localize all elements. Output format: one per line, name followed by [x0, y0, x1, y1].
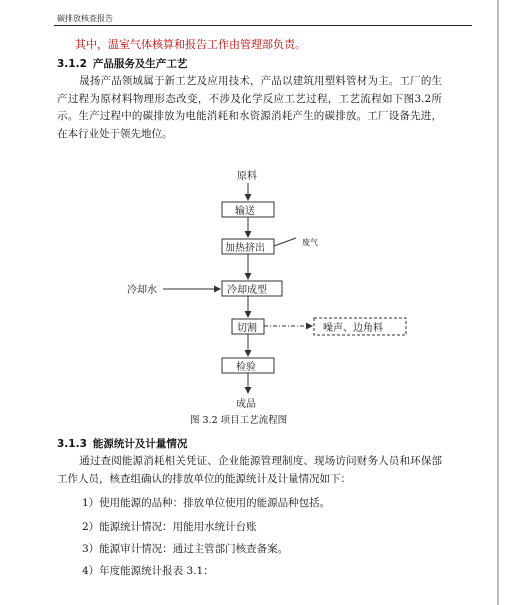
- section-title: 能源统计及计量情况: [92, 438, 188, 450]
- figure-caption: 图 3.2 项目工艺流程图: [190, 415, 288, 426]
- flow-waste-gas-label: 废气: [302, 238, 318, 247]
- flow-step-inspection-label: 检验: [236, 362, 256, 373]
- section-paragraph-3-1-3: [57, 453, 442, 488]
- flow-raw-material-label: 原料: [237, 171, 257, 182]
- flow-cooling-water-label: 冷却水: [127, 285, 157, 296]
- flow-step-cutting-label: 切割: [237, 323, 257, 334]
- section-number: 3.1.3: [57, 438, 87, 450]
- paragraph-text: 通过查阅能源消耗相关凭证、企业能源管理制度、现场访问财务人员和环保部工作人员，核查组确认的排放单位的能源统计及计量情况如下：: [57, 455, 442, 485]
- flow-waste-gas-leader: [274, 238, 296, 246]
- list-item: 3）能源审计情况：通过主管部门核查备案。: [82, 543, 289, 555]
- section-heading-3-1-3: [57, 436, 187, 451]
- flow-step-conveying-label: 输送: [235, 206, 255, 217]
- section-title: 产品服务及生产工艺: [92, 58, 188, 70]
- flow-product-label: 成品: [236, 399, 256, 410]
- flow-noise-scrap-label: 噪声、边角料: [323, 323, 383, 334]
- flow-step-extrusion-label: 加热挤出: [225, 243, 265, 254]
- flow-step-cooling-label: 冷却成型: [227, 285, 267, 296]
- list-item: 4）年度能源统计报表 3.1：: [82, 565, 214, 577]
- section-number: 3.1.2: [57, 58, 87, 70]
- page-header-title: 碳排放核查报告: [57, 14, 113, 23]
- list-item: 2）能源统计情况：用能用水统计台账: [82, 521, 257, 533]
- list-item: 1）使用能源的品种：排放单位使用的能源品种包括。: [82, 497, 331, 509]
- paragraph-text: 晟扬产品领域属于新工艺及应用技术，产品以建筑用塑料管材为主。工厂的生产过程为原材料物理形态改变，不涉及化学反应工艺过程，工艺流程如下图3.2所示。生产过程中的碳排放为电能消耗和水资源消耗产生的碳排放。工厂设备先进，在本行业处于领先地位。: [57, 75, 442, 140]
- intro-red-text: 其中，温室气体核算和报告工作由管理部负责。: [75, 38, 306, 51]
